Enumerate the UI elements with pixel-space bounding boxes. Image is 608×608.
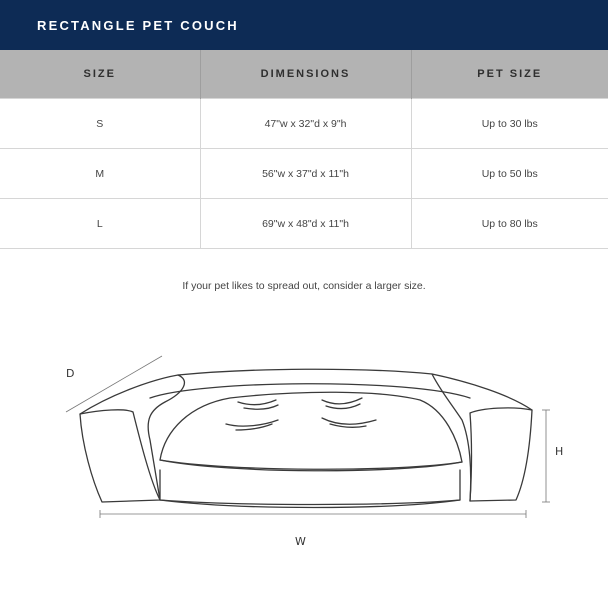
pet-size-cell: Up to 80 lbs xyxy=(411,199,608,249)
size-table xyxy=(0,50,608,249)
pet-size-cell: Up to 30 lbs xyxy=(411,99,608,149)
dimensions-cell: 56"w x 37"d x 11"h xyxy=(200,149,411,199)
couch-right-arm-front xyxy=(470,408,532,501)
table-row xyxy=(0,199,608,249)
couch-base xyxy=(160,470,460,508)
cushion-tuft xyxy=(326,404,360,408)
dimensions-cell: 47"w x 32"d x 9"h xyxy=(200,99,411,149)
height-label: H xyxy=(555,445,564,458)
table-row xyxy=(0,149,608,199)
cushion-tuft xyxy=(322,398,362,404)
width-label: W xyxy=(295,535,306,548)
cushion-tuft xyxy=(322,418,376,424)
page-header xyxy=(0,0,608,50)
size-cell: M xyxy=(0,149,200,199)
cushion-tuft xyxy=(238,400,276,405)
couch-back-top xyxy=(150,384,470,398)
dimensions-cell: 69"w x 48"d x 11"h xyxy=(200,199,411,249)
couch-back-rim xyxy=(178,369,432,375)
table-row xyxy=(0,99,608,149)
size-cell: S xyxy=(0,99,200,149)
column-header-dimensions: DIMENSIONS xyxy=(200,50,411,99)
page-title: RECTANGLE PET COUCH xyxy=(37,17,239,33)
column-header-size: SIZE xyxy=(0,50,200,99)
depth-label: D xyxy=(66,367,75,380)
size-cell: L xyxy=(0,199,200,249)
table-header-row xyxy=(0,50,608,99)
depth-dimension-line xyxy=(66,356,162,412)
couch-left-arm xyxy=(80,375,184,502)
column-header-pet-size: PET SIZE xyxy=(411,50,608,99)
couch-cushion xyxy=(160,392,462,469)
couch-diagram xyxy=(0,340,608,608)
cushion-tuft xyxy=(244,405,278,409)
pet-size-cell: Up to 50 lbs xyxy=(411,149,608,199)
sizing-note: If your pet likes to spread out, consider a larger size. xyxy=(182,280,426,292)
